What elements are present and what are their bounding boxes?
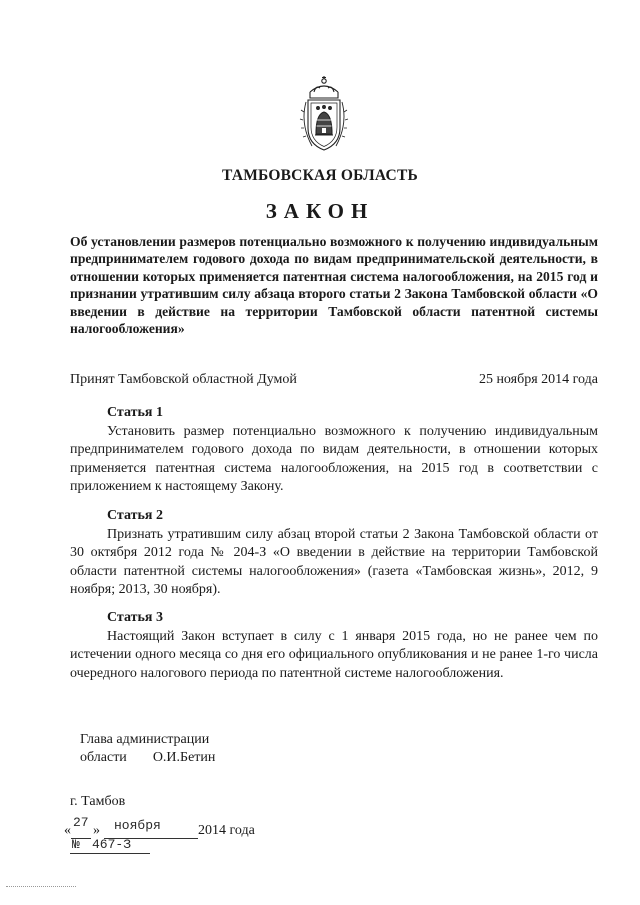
article-heading: Статья 1 (107, 405, 163, 420)
article-text: Настоящий Закон вступает в силу с 1 января 2015 года, но не ранее чем по истечении одного месяца со дня его официального опубликования и не ранее 1-го числа очередного налогового периода по патентной системе налогообложения. (70, 629, 598, 681)
signatory-position: Глава администрации (80, 732, 210, 747)
year-suffix: 2014 года (198, 823, 255, 838)
signatory-name: О.И.Бетин (152, 750, 216, 765)
article-3 (70, 609, 598, 683)
quote-close: » (93, 823, 100, 838)
number-label: № (72, 837, 80, 852)
quote-open: « (64, 823, 71, 838)
article-2 (70, 507, 598, 599)
scan-artifact (6, 886, 76, 887)
signature-block (80, 731, 215, 767)
article-text: Признать утратившим силу абзац второй статьи 2 Закона Тамбовской области от 30 октября 2012 года № 204-З «О введении в действие на территории Тамбовской области патентной системы налогообложения» (газета «Тамбовская жизнь», 2012, 9 ноября; 2013, 30 ноября). (70, 527, 598, 597)
article-1 (70, 404, 598, 496)
handwritten-month: ноября (114, 818, 161, 833)
document-type: ЗАКОН (265, 199, 375, 223)
city: г. Тамбов (70, 794, 126, 809)
adoption-date: 25 ноября 2014 года (478, 372, 598, 387)
coat-of-arms-icon (296, 72, 352, 156)
adopting-body: Принят Тамбовской областной Думой (70, 372, 297, 387)
law-number (70, 836, 150, 856)
law-title: Об установлении размеров потенциально возможного к получению индивидуальным предпринимателем годового дохода по видам предпринимательской деятельности, в отношении которых применяется патентная система налогообложения, на 2015 год и признании утратившим силу абзаца второго статьи 2 Закона Тамбовской области «О введении в действие на территории Тамбовской области патентной системы налогообложения» (70, 234, 598, 337)
handwritten-number: 467-З (92, 837, 132, 852)
adoption-line (70, 372, 598, 388)
signatory-position-cont: области (80, 750, 127, 765)
article-heading: Статья 2 (107, 508, 163, 523)
article-text: Установить размер потенциально возможного к получению индивидуальным предпринимателем годового дохода по видам деятельности, в отношении которых применяется патентная система налогообложения, на 2015 год в соответствии с приложением к настоящему Закону. (70, 424, 598, 494)
handwritten-day: 27 (73, 815, 89, 830)
article-heading: Статья 3 (107, 610, 163, 625)
region-name: ТАМБОВСКАЯ ОБЛАСТЬ (222, 167, 418, 184)
